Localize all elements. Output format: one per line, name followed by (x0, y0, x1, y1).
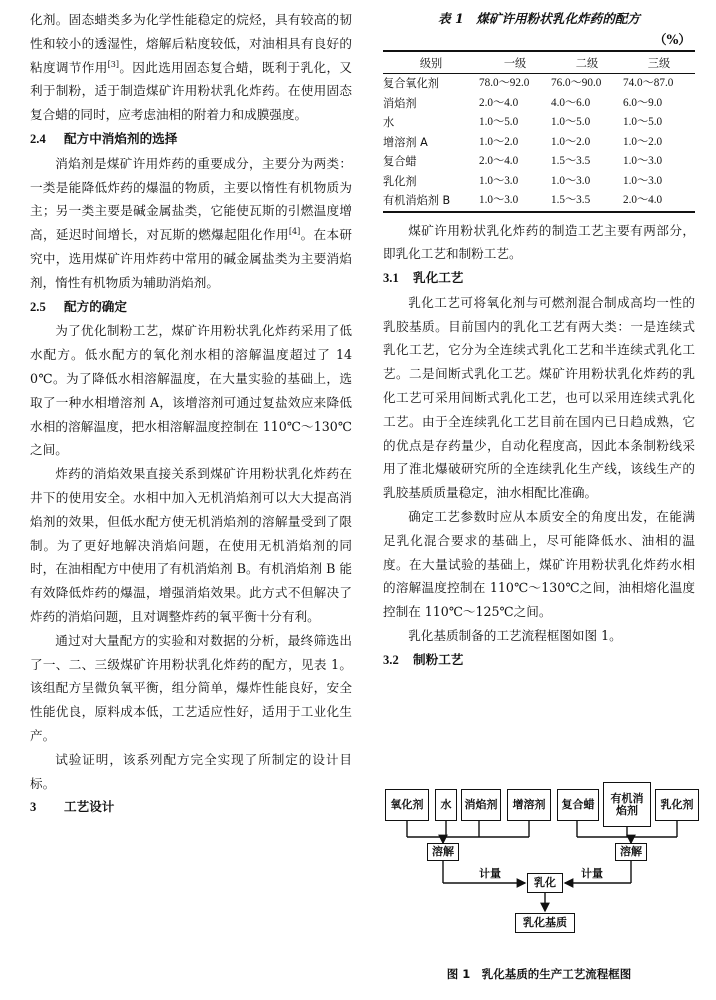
section-heading-3-2 (383, 648, 695, 673)
table-unit: （%） (653, 32, 691, 47)
text: 。因此选用固态复合蜡，既利于乳化，又利于制粉，适于制造煤矿许用粉状乳化炸药。在使用固态复合蜡的同时，应考虑油相的附着力和成膜强度。 (30, 59, 353, 123)
paragraph-figure-ref: 乳化基质制备的工艺流程框图如图 1。 (408, 628, 622, 644)
box-matrix: 乳化基质 (515, 913, 575, 933)
table-cell: 4.0～6.0 (551, 96, 591, 109)
table-cell: 1.0～5.0 (622, 116, 663, 128)
table-row (383, 191, 695, 212)
box-dissolve-right: 溶解 (615, 843, 647, 861)
section-number: 3.1 (383, 271, 399, 286)
row-label: 复合氧化剂 (383, 77, 439, 90)
row-label: 增溶剂 A (383, 135, 428, 149)
table-cell: 1.0～3.0 (551, 174, 591, 187)
process-flow-diagram (383, 779, 703, 959)
row-label: 复合蜡 (383, 155, 417, 168)
table-cell: 2.0～4.0 (479, 96, 519, 109)
table-cell: 1.0～3.0 (479, 191, 551, 212)
table-caption: 表 1 煤矿许用粉状乳化炸药的配方 (437, 11, 641, 26)
section-title: 制粉工艺 (413, 651, 464, 667)
section-number: 3.2 (383, 652, 399, 667)
section-number: 2.4 (30, 131, 46, 146)
row-label: 乳化剂 (383, 174, 417, 188)
table-row (383, 172, 695, 192)
section-heading-2-5 (30, 295, 352, 320)
section-title: 乳化工艺 (413, 270, 464, 286)
table-cell: 2.0～4.0 (623, 191, 695, 212)
label-metering-left: 计量 (479, 867, 501, 880)
paragraph-flame-agent (30, 152, 352, 295)
table-cell: 1.0～2.0 (622, 135, 663, 148)
section-number: 3 (30, 800, 37, 815)
box-organic-flame-agent: 有机消焰剂 (603, 782, 651, 827)
section-title: 配方中消焰剂的选择 (64, 130, 178, 146)
table-row (383, 152, 695, 172)
paragraph-flame-effect: 炸药的消焰效果直接关系到煤矿许用粉状乳化炸药在井下的使用安全。水相中加入无机消焰剂可以大大提高消焰剂的效果，但低水配方使无机消焰剂的溶解量受到了限制。为了更好地解决消焰问题，在使用无机消焰剂的同时，在油相配方中使用了有机消焰剂 B。有机消焰剂 B 能有效降低炸药的爆温，增强消焰效果。此方式不但解决了炸药的消焰问题，且对调整炸药的氧平衡十分有利。 (30, 466, 352, 624)
section-heading-3 (30, 795, 352, 820)
header-cell: 级别 (383, 51, 479, 74)
row-label: 水 (383, 116, 395, 129)
text: 消焰剂是煤矿许用炸药的重要成分，主要分为两类：一类是能降低炸药的爆温的物质，主要以惰性有机物质为主；另一类主要是碱金属盐类，它能使瓦斯的引燃温度增高，延迟时间增长，对瓦斯的燃爆起阻化作用 (30, 155, 352, 243)
box-dissolve-left: 溶解 (427, 843, 459, 861)
section-title: 工艺设计 (64, 799, 115, 815)
row-label: 有机消焰剂 B (383, 191, 479, 212)
header-cell: 三级 (623, 51, 695, 74)
table-cell: 1.0～5.0 (479, 116, 519, 128)
table-cell: 74.0～87.0 (622, 77, 674, 89)
paragraph-formulation: 通过对大量配方的实验和对数据的分析，最终筛选出了一、二、三级煤矿许用粉状乳化炸药的配方，见表 1。该组配方呈微负氧平衡，组分简单，爆炸性能良好，安全性能优良，原料成本低，工艺适应性好，适用于工业化生产。 (30, 632, 352, 743)
table-cell: 1.0～2.0 (551, 135, 591, 148)
table-row (383, 133, 695, 153)
box-solubilizer: 增溶剂 (507, 789, 551, 821)
table-row (383, 94, 695, 114)
section-heading-2-4 (30, 127, 352, 152)
section-heading-3-1 (383, 266, 695, 291)
table-row (383, 113, 695, 133)
left-column (30, 8, 352, 820)
table-cell: 76.0～90.0 (551, 77, 602, 89)
citation: [3] (107, 59, 120, 69)
table-cell: 1.0～2.0 (479, 135, 519, 148)
text: 。在本研究中，选用煤矿许用炸药中常用的碱金属盐类为主要消焰剂，惰性有机物质为辅助消焰剂。 (30, 227, 353, 290)
row-label: 消焰剂 (383, 96, 417, 110)
table-cell: 1.5～3.5 (551, 191, 623, 212)
paragraph-conclusion: 试验证明，该系列配方完全实现了所制定的设计目标。 (30, 751, 352, 791)
header-cell: 二级 (551, 51, 623, 74)
table-cell: 1.0～3.0 (479, 174, 519, 187)
box-oxidizer: 氧化剂 (385, 789, 429, 821)
table-cell: 1.0～3.0 (622, 174, 663, 187)
paragraph-parameters: 确定工艺参数时应从本质安全的角度出发，在能满足乳化混合要求的基础上，尽可能降低水、油相的温度。在大量试验的基础上，煤矿许用粉状乳化炸药水相的溶解温度控制在 110℃～130℃之间，油相熔化温度控制在 110℃～125℃之间。 (383, 509, 695, 620)
paragraph-low-water: 为了优化制粉工艺，煤矿许用粉状乳化炸药采用了低水配方。低水配方的氧化剂水相的溶解温度超过了 140℃。为了降低水相溶解温度，在大量实验的基础上，选取了一种水相增溶剂 A，该增溶剂可通过复盐效应来降低水相的溶解温度，把水相溶解温度控制在 110℃～130℃之间。 (30, 323, 352, 458)
text: 化剂。固态蜡类多为化学性能稳定的烷烃，具有较高的韧性和较小的透湿性，熔解后粘度较低，对油相具有良好的粘度调节作用 (30, 12, 352, 75)
section-title: 配方的确定 (64, 298, 127, 314)
recipe-table (383, 50, 695, 213)
table-cell: 1.0～3.0 (622, 155, 663, 167)
table-cell: 1.5～3.5 (551, 155, 591, 167)
right-column (383, 8, 695, 673)
box-emulsify: 乳化 (527, 873, 563, 893)
table-cell: 1.0～5.0 (551, 116, 591, 128)
table-header-row (383, 51, 695, 74)
table-cell: 78.0～92.0 (479, 77, 530, 89)
header-cell: 一级 (479, 51, 551, 74)
label-metering-right: 计量 (581, 867, 603, 880)
table-cell: 6.0～9.0 (622, 96, 663, 109)
citation: [4] (288, 226, 301, 236)
section-number: 2.5 (30, 299, 46, 314)
paragraph-wax (30, 8, 352, 127)
box-water: 水 (435, 789, 457, 821)
box-flame-agent: 消焰剂 (461, 789, 501, 821)
box-emulsifier: 乳化剂 (655, 789, 699, 821)
paragraph-process-intro: 煤矿许用粉状乳化炸药的制造工艺主要有两部分，即乳化工艺和制粉工艺。 (383, 222, 695, 262)
table-row (383, 74, 695, 94)
figure-caption: 图 1 乳化基质的生产工艺流程框图 (446, 967, 632, 981)
box-wax: 复合蜡 (557, 789, 599, 821)
table-cell: 2.0～4.0 (479, 155, 519, 167)
paragraph-emulsification: 乳化工艺可将氧化剂与可燃剂混合制成高均一性的乳胶基质。目前国内的乳化工艺有两大类：一是连续式乳化工艺，它分为全连续式乳化工艺和半连续式乳化工艺。二是间断式乳化工艺。煤矿许用粉状乳化炸药的乳化工艺可采用间断式乳化工艺，也可以采用连续式乳化工艺。由于全连续乳化工艺目前在国内已日趋成熟，它的优点是存药量少，自动化程度高，因此本条制粉线采用了淮北爆破研究所的全连续乳化生产线，该线生产的乳胶基质质量稳定，油水相配比准确。 (383, 294, 695, 501)
